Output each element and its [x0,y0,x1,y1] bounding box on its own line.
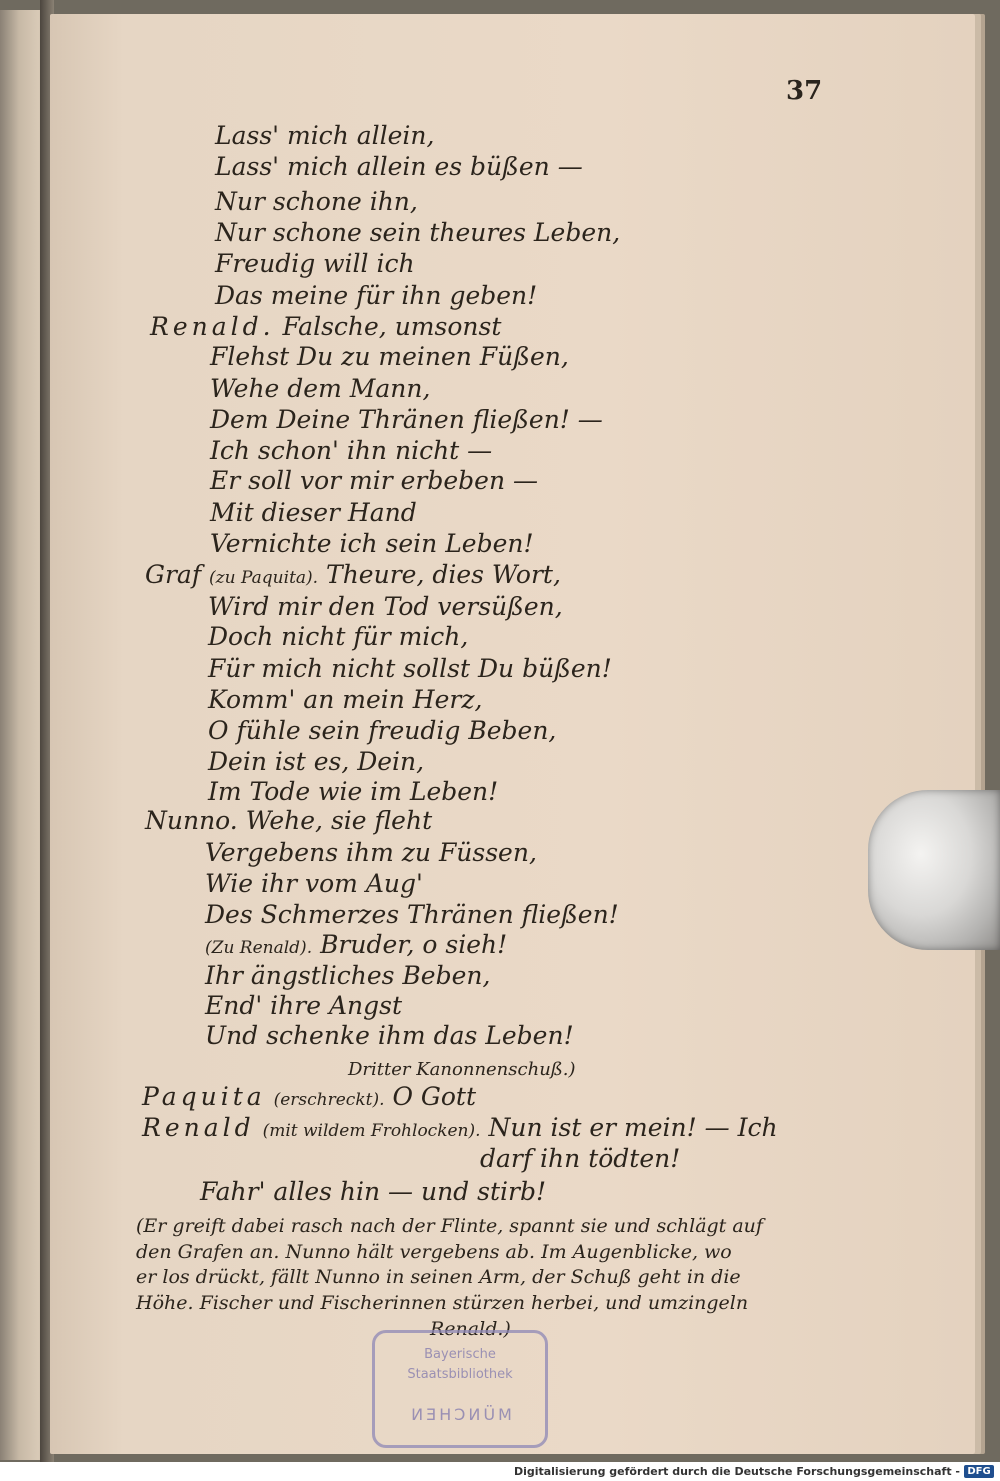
verse-line: O fühle sein freudig Beben, [208,716,557,745]
speaker-name: Renald. [150,312,275,341]
stage-note: (zu Paquita). [209,568,319,588]
verse-line: Und schenke ihm das Leben! [205,1021,574,1050]
verse-line: Dein ist es, Dein, [208,747,425,776]
verse-line: Mit dieser Hand [210,498,417,527]
page-clip [868,790,1000,950]
verse-line: Fahr' alles hin — und stirb! [200,1177,547,1206]
speaker-name: Nunno. [145,806,238,835]
speaker-name: Renald [142,1113,255,1142]
stage-direction-line: Höhe. Fischer und Fischerinnen stürzen herbei, und umzingeln [136,1292,749,1314]
dfg-logo-icon: DFG [964,1465,994,1478]
verse-line: Komm' an mein Herz, [208,685,483,714]
verse-line: Lass' mich allein es büßen — [215,152,583,181]
page-number: 37 [786,76,823,106]
verse-line: Wehe dem Mann, [210,374,431,403]
verse-line: Wird mir den Tod versüßen, [208,592,563,621]
verse-line: Graf (zu Paquita). Theure, dies Wort, [145,560,561,589]
verse-line: Paquita (erschreckt). O Gott [142,1082,477,1111]
stage-direction-line: den Grafen an. Nunno hält vergebens ab. Im Augenblicke, wo [136,1241,732,1263]
stage-direction-line: Renald.) [430,1318,511,1340]
verse-line: Vernichte ich sein Leben! [210,529,534,558]
stage-direction-line: (Er greift dabei rasch nach der Flinte, spannt sie und schlägt auf [136,1215,763,1237]
verse-line: Das meine für ihn geben! [215,281,538,310]
verse-line: Renald. Falsche, umsonst [150,312,502,341]
verse-line: Dem Deine Thränen fließen! — [210,405,603,434]
verse-line: Für mich nicht sollst Du büßen! [208,654,612,683]
digitization-credit: Digitalisierung gefördert durch die Deutsche Forschungsgemeinschaft - [513,1465,960,1478]
stage-note: (Zu Renald). [205,938,313,958]
verse-line: Wie ihr vom Aug' [205,869,423,898]
stamp-text: Bayerische [424,1347,496,1362]
verse-line: Im Tode wie im Leben! [208,777,499,806]
verse-line: Doch nicht für mich, [208,622,469,651]
verse-line: darf ihn tödten! [480,1144,681,1173]
library-stamp [372,1330,548,1448]
speaker-name: Paquita [142,1082,266,1111]
verse-line: Des Schmerzes Thränen fließen! [205,900,619,929]
verse-line: Vergebens ihm zu Füssen, [205,838,537,867]
verse-line: (Zu Renald). Bruder, o sieh! [205,930,508,959]
stage-note: (mit wildem Frohlocken). [262,1121,481,1141]
verse-line: Nunno. Wehe, sie fleht [145,806,433,835]
verse-line: Er soll vor mir erbeben — [210,466,539,495]
verse-line: Lass' mich allein, [215,121,435,150]
stage-note: Dritter Kanonnenschuß.) [348,1059,576,1080]
stage-note: (erschreckt). [273,1090,385,1110]
stage-direction-line: er los drückt, fällt Nunno in seinen Arm, der Schuß geht in die [136,1266,741,1288]
verse-line: Flehst Du zu meinen Füßen, [210,342,569,371]
verse-line: End' ihre Angst [205,991,402,1020]
verse-line: Ich schon' ihn nicht — [210,436,493,465]
verse-line: Nur schone sein theures Leben, [215,218,621,247]
verse-line: Ihr ängstliches Beben, [205,961,491,990]
stamp-text: MÜNCHEN [408,1405,512,1424]
verse-line: Freudig will ich [215,249,415,278]
speaker-name: Graf [145,560,202,589]
stamp-text: Staatsbibliothek [407,1367,513,1382]
verse-line: Renald (mit wildem Frohlocken). Nun ist er mein! — Ich [142,1113,778,1142]
verse-line: Nur schone ihn, [215,187,418,216]
